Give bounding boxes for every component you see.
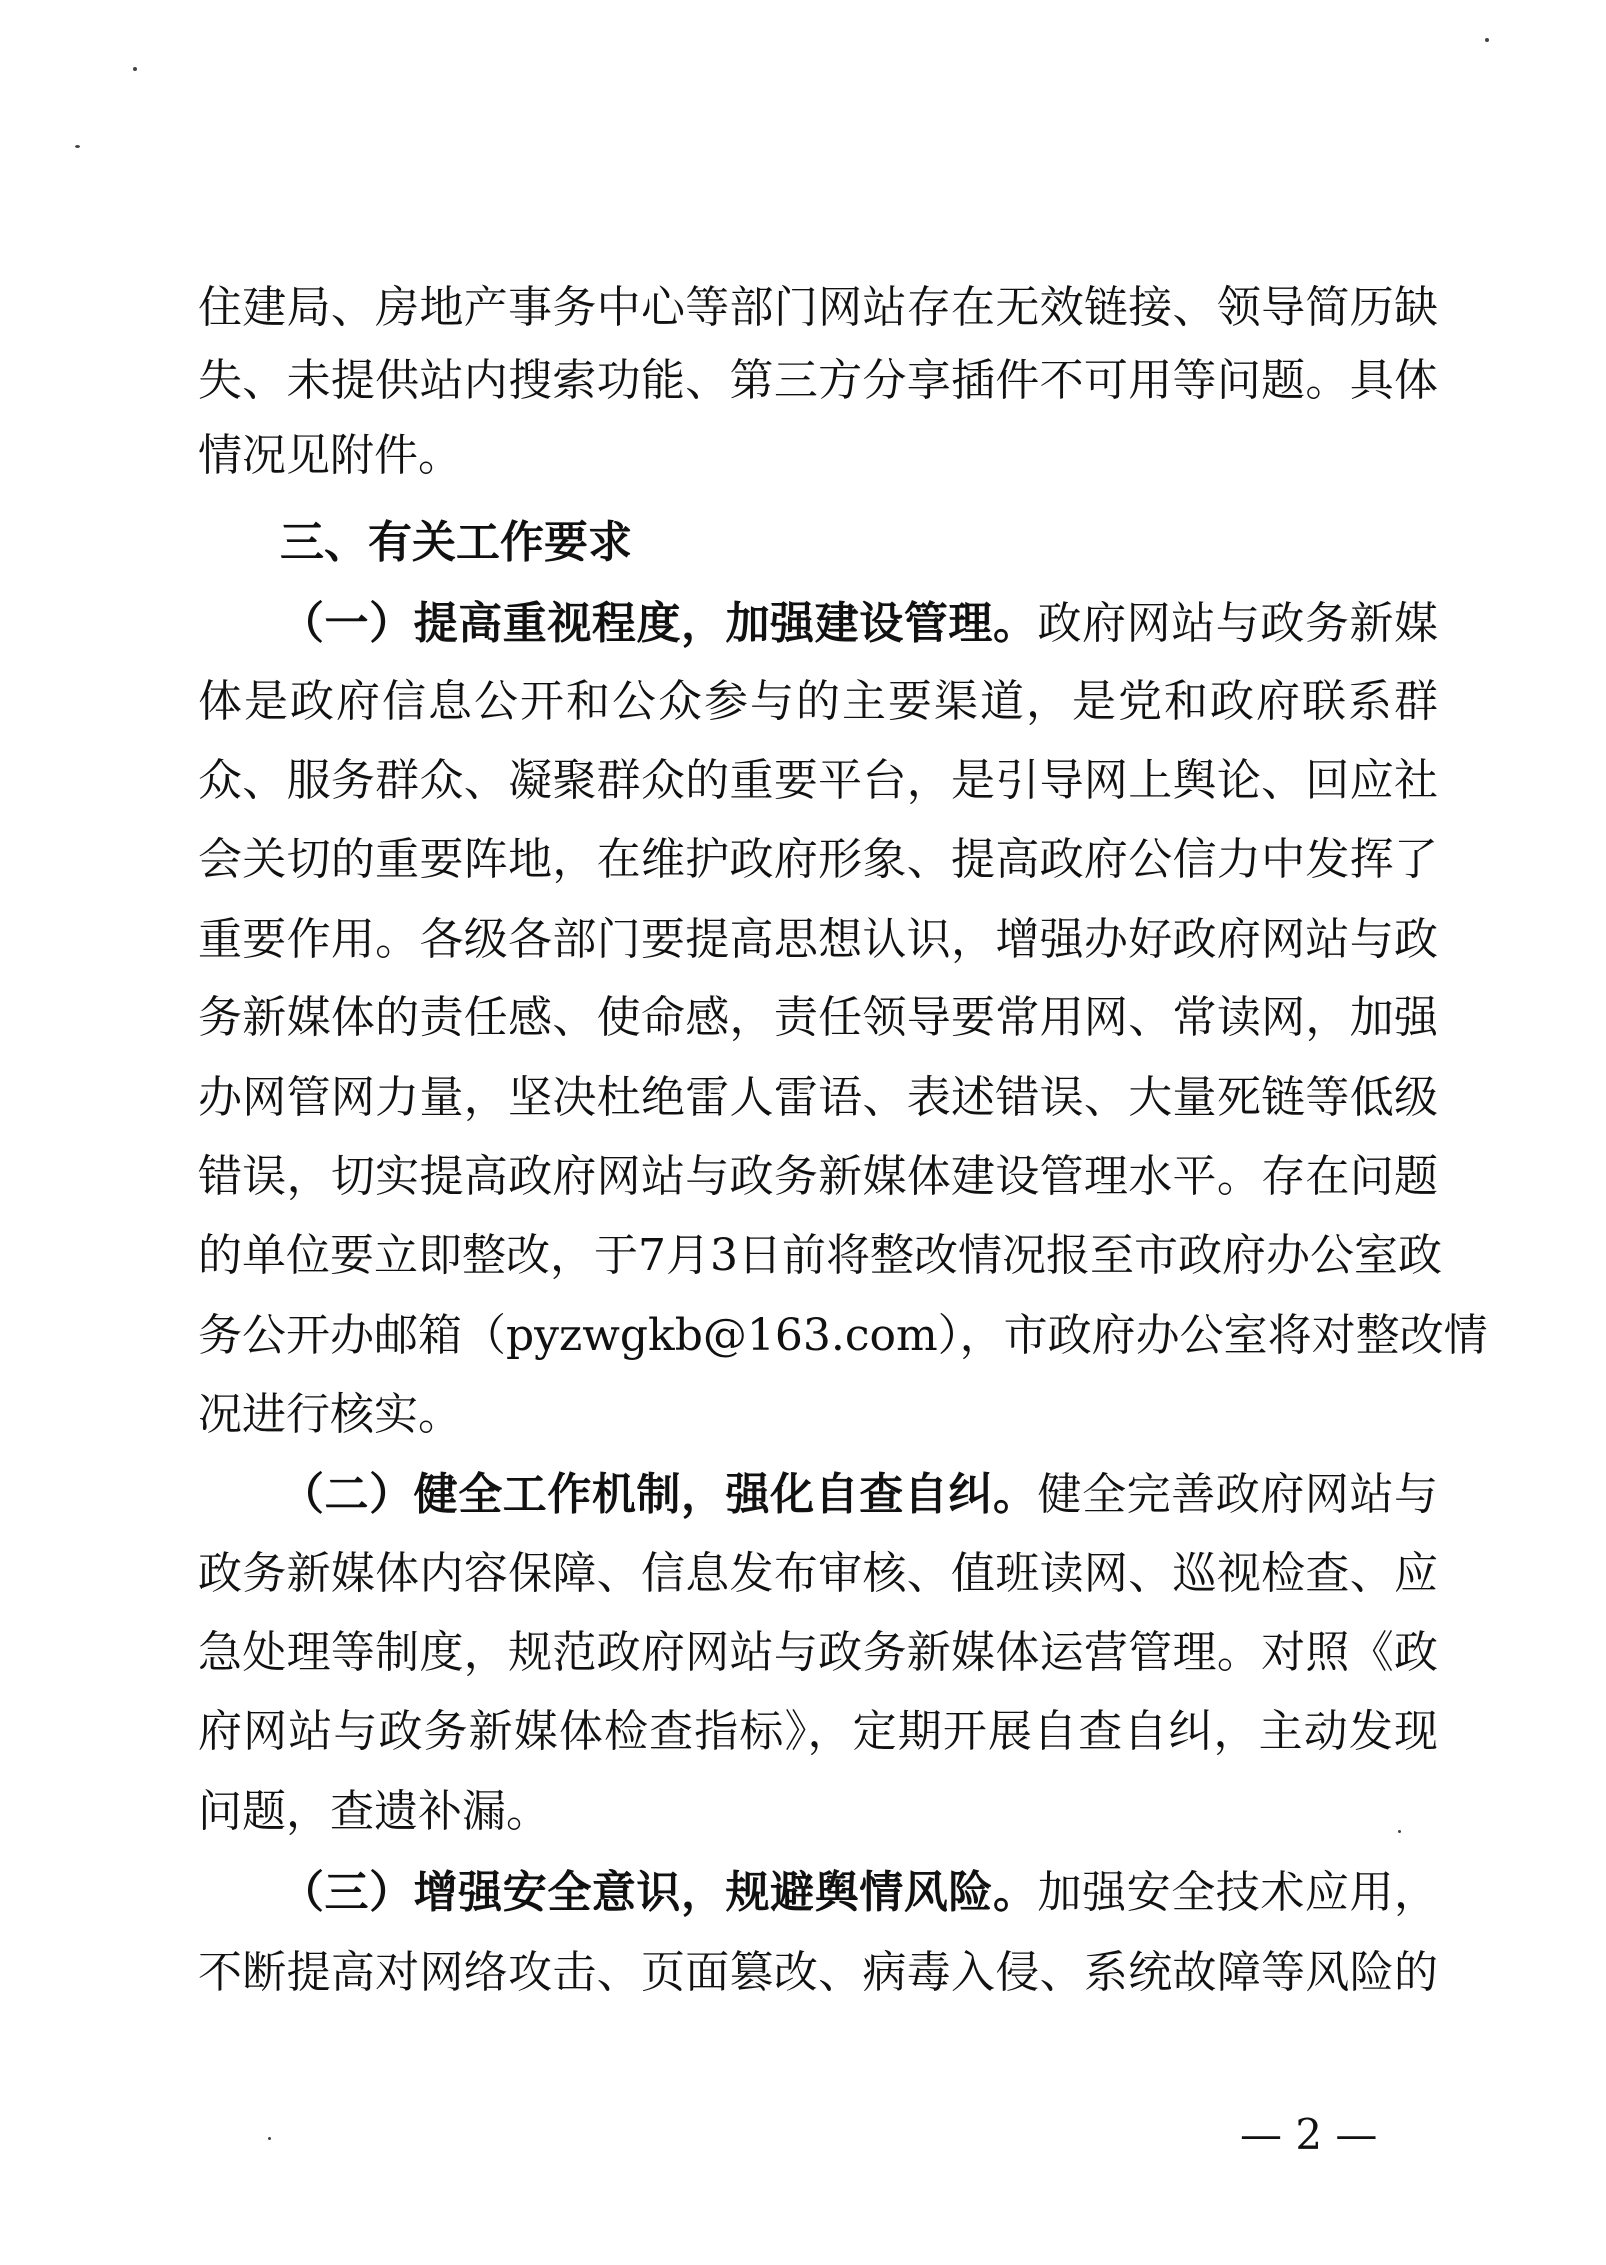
- body-text-line: 失、未提供站内搜索功能、第三方分享插件不可用等问题。具体: [198, 355, 1438, 406]
- body-text-line: 务公开办邮箱（pyzwgkb@163.com），市政府办公室将对整改情: [198, 1310, 1488, 1361]
- body-text-line: 急处理等制度，规范政府网站与政务新媒体运营管理。对照《政: [198, 1627, 1438, 1678]
- body-text-line: 况进行核实。: [198, 1389, 462, 1440]
- body-text-line: 的单位要立即整改，于7月3日前将整改情况报至市政府办公室政: [198, 1230, 1442, 1281]
- body-text-line: 政务新媒体内容保障、信息发布审核、值班读网、巡视检查、应: [198, 1548, 1438, 1599]
- body-text: 政府网站与政务新媒: [1037, 598, 1439, 649]
- body-text: 健全完善政府网站与: [1037, 1469, 1439, 1520]
- subsection-first-line: [280, 1865, 1438, 1921]
- body-text-line: 会关切的重要阵地，在维护政府形象、提高政府公信力中发挥了: [198, 834, 1438, 885]
- body-text-line: 府网站与政务新媒体检查指标》，定期开展自查自纠，主动发现: [198, 1706, 1438, 1757]
- scan-speck: [133, 67, 137, 71]
- body-text: 加强安全技术应用，: [1037, 1867, 1439, 1918]
- body-text-line: 住建局、房地产事务中心等部门网站存在无效链接、领导简历缺: [198, 282, 1438, 333]
- body-text-line: 务新媒体的责任感、使命感，责任领导要常用网、常读网，加强: [198, 992, 1438, 1043]
- body-text-line: 情况见附件。: [198, 430, 462, 481]
- body-text-line: 办网管网力量，坚决杜绝雷人雷语、表述错误、大量死链等低级: [198, 1072, 1438, 1123]
- body-text-line: 体是政府信息公开和公众参与的主要渠道，是党和政府联系群: [198, 676, 1438, 727]
- scan-speck: [75, 145, 80, 148]
- body-text-line: 错误，切实提高政府网站与政务新媒体建设管理水平。存在问题: [198, 1151, 1438, 1202]
- section-heading: 三、有关工作要求: [280, 517, 632, 568]
- scan-speck: [268, 2137, 271, 2140]
- subsection-first-line: [280, 1467, 1438, 1523]
- page-number: — 2 —: [1240, 2110, 1378, 2159]
- subsection-first-line: [280, 596, 1438, 652]
- body-text-line: 众、服务群众、凝聚群众的重要平台，是引导网上舆论、回应社: [198, 755, 1438, 806]
- subsection-title: （三）增强安全意识，规避舆情风险。: [280, 1867, 1038, 1918]
- scan-speck: [1485, 38, 1489, 42]
- body-text-line: 问题，查遗补漏。: [198, 1786, 550, 1837]
- subsection-title: （一）提高重视程度，加强建设管理。: [280, 598, 1038, 649]
- subsection-title: （二）健全工作机制，强化自查自纠。: [280, 1469, 1038, 1520]
- body-text-line: 重要作用。各级各部门要提高思想认识，增强办好政府网站与政: [198, 914, 1438, 965]
- body-text-line: 不断提高对网络攻击、页面篡改、病毒入侵、系统故障等风险的: [198, 1947, 1438, 1998]
